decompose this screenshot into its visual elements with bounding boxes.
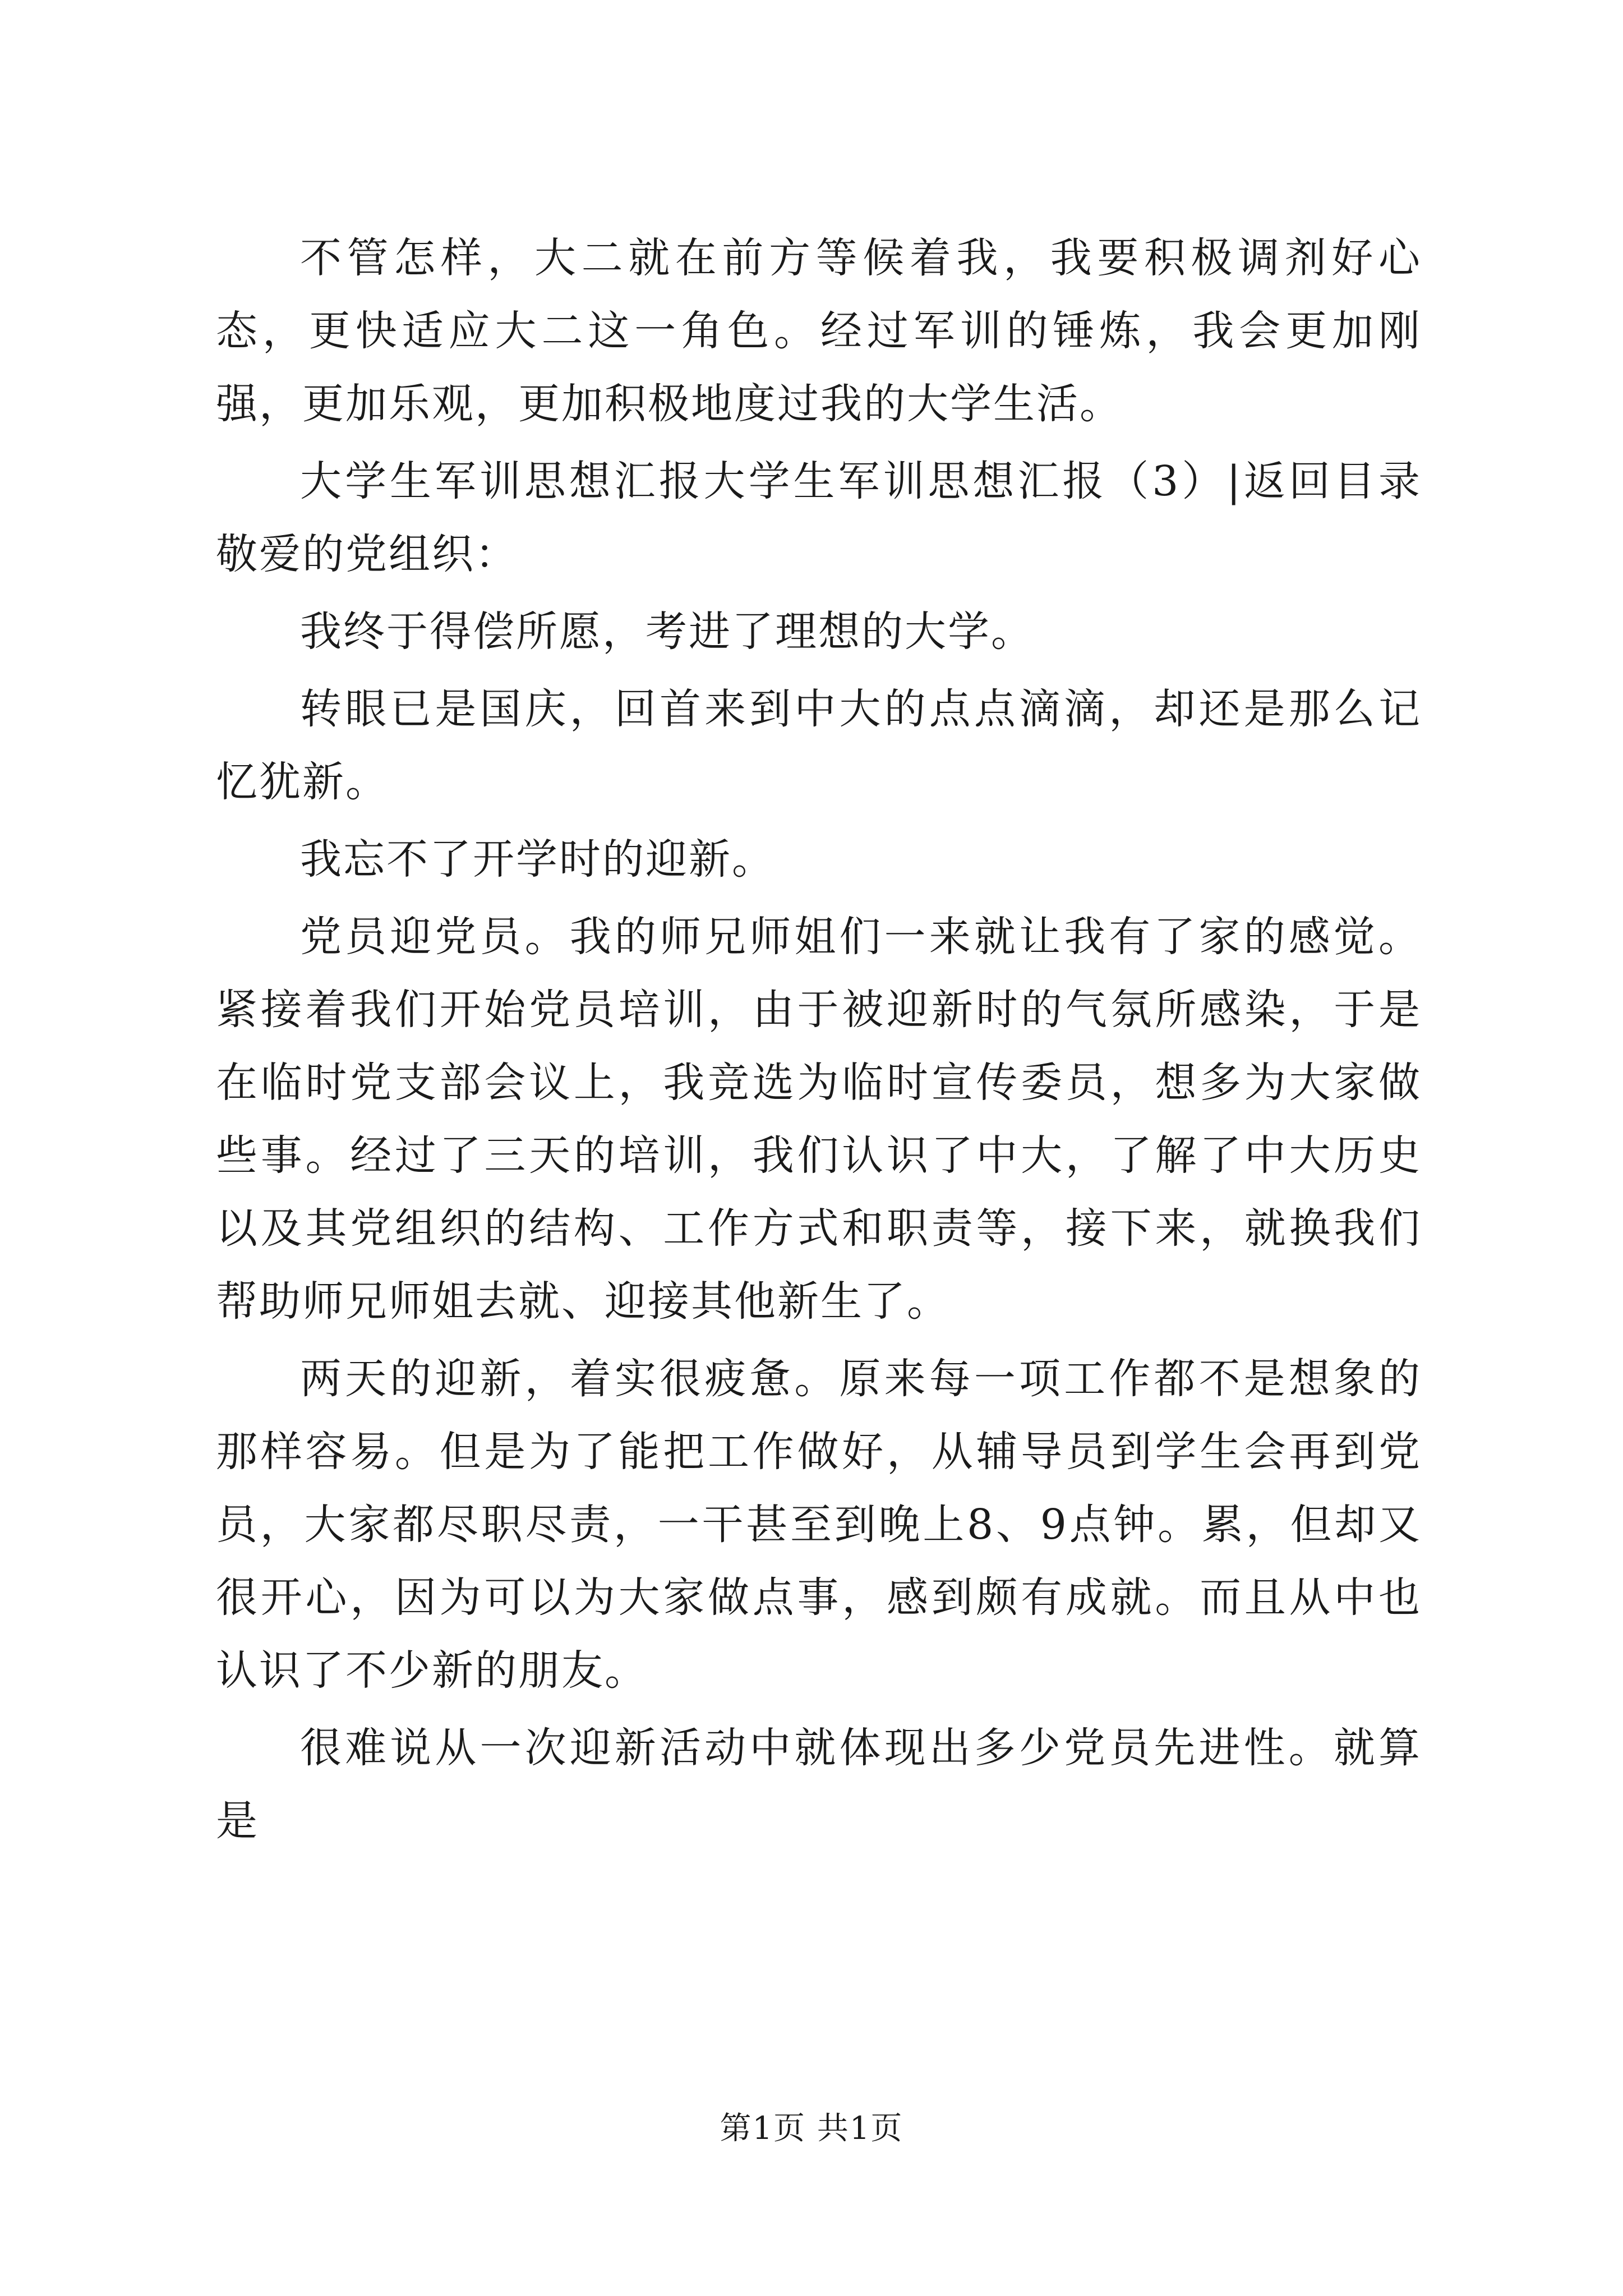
paragraph-5: 我忘不了开学时的迎新。	[300, 835, 775, 884]
document-body	[216, 222, 1422, 1862]
paragraph-2: 大学生军训思想汇报大学生军训思想汇报（3）|返回目录敬爱的党组织：	[216, 457, 1422, 578]
page-number-label: 第1页 共1页	[720, 2110, 903, 2147]
paragraph-1: 不管怎样，大二就在前方等候着我，我要积极调剂好心态，更快适应大二这一角色。经过军训的锤炼，我会更加刚强，更加乐观，更加积极地度过我的大学生活。	[216, 234, 1422, 428]
page-footer	[0, 2106, 1623, 2151]
paragraph-8: 很难说从一次迎新活动中就体现出多少党员先进性。就算是	[216, 1724, 1422, 1845]
paragraph-4: 转眼已是国庆，回首来到中大的点点滴滴，却还是那么记忆犹新。	[216, 685, 1422, 806]
paragraph-7: 两天的迎新，着实很疲惫。原来每一项工作都不是想象的那样容易。但是为了能把工作做好，从辅导员到学生会再到党员，大家都尽职尽责，一干甚至到晚上8、9点钟。累，但却又很开心，因为可以为大家做点事，感到颇有成就。而且从中也认识了不少新的朋友。	[216, 1355, 1422, 1695]
paragraph-3: 我终于得偿所愿，考进了理想的大学。	[300, 608, 1034, 656]
paragraph-6: 党员迎党员。我的师兄师姐们一来就让我有了家的感觉。紧接着我们开始党员培训，由于被迎新时的气氛所感染，于是在临时党支部会议上，我竞选为临时宣传委员，想多为大家做些事。经过了三天的培训，我们认识了中大，了解了中大历史以及其党组织的结构、工作方式和职责等，接下来，就换我们帮助师兄师姐去就、迎接其他新生了。	[216, 913, 1422, 1326]
